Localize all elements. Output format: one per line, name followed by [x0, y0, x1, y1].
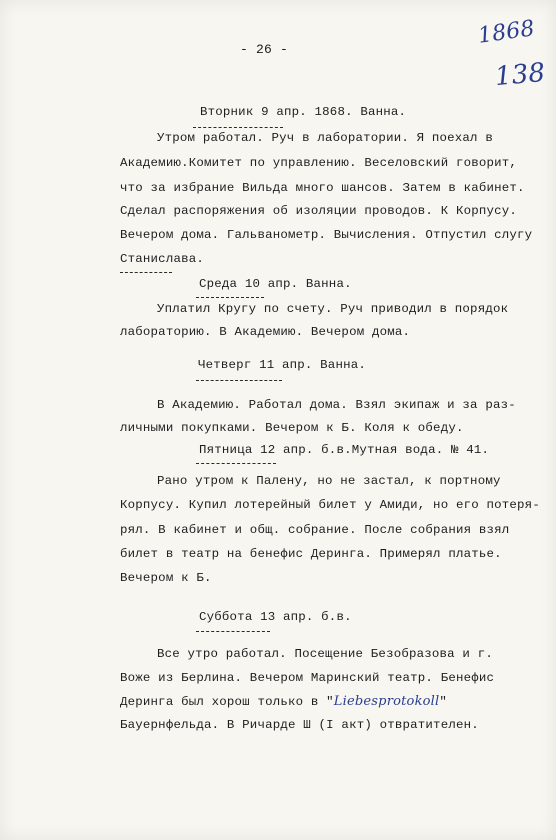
handwritten-title: Liebesprotokoll — [333, 694, 440, 709]
handwritten-sheet-number: 138 — [493, 57, 547, 93]
text-line: Станислава. — [120, 252, 204, 266]
text-line: рял. В кабинет и общ. собрание. После собрания взял — [120, 523, 510, 537]
heading-underline — [196, 631, 270, 632]
page-number: - 26 - — [240, 42, 289, 57]
text-line: В Академию. Работал дома. Взял экипаж и за раз- — [157, 398, 516, 412]
text-line: Все утро работал. Посещение Безобразова и г. — [157, 647, 493, 661]
text-line: Рано утром к Палену, но не застал, к портному — [157, 474, 501, 488]
text-line: Вечером к Б. — [120, 571, 212, 585]
text-line — [120, 694, 447, 709]
text-line: личными покупками. Вечером к Б. Коля к обеду. — [120, 421, 464, 435]
entry-heading-thursday: Четверг 11 апр. Ванна. — [198, 358, 366, 372]
text-line: Воже из Берлина. Вечером Маринский театр. Бенефис — [120, 671, 495, 685]
heading-underline — [196, 297, 264, 298]
heading-underline — [196, 463, 276, 464]
text-line: что за избрание Вильда много шансов. Затем в кабинет. — [120, 181, 525, 195]
entry-heading-saturday: Суббота 13 апр. б.в. — [199, 610, 352, 624]
text-line: Вечером дома. Гальванометр. Вычисления. Отпустил слугу — [120, 228, 533, 242]
text-line: Академию.Комитет по управлению. Веселовский говорит, — [120, 156, 518, 170]
text-line: Корпусу. Купил лотерейный билет у Амиди, но его потеря- — [120, 498, 540, 512]
text-line: Бауернфельда. В Ричарде Ш (I акт) отвратителен. — [120, 718, 479, 732]
entry-heading-wednesday: Среда 10 апр. Ванна. — [199, 277, 352, 291]
text-line: Уплатил Кругу по счету. Руч приводил в порядок — [157, 302, 509, 316]
text-line: Утром работал. Руч в лаборатории. Я поехал в — [157, 131, 493, 145]
entry-heading-tuesday: Вторник 9 апр. 1868. Ванна. — [200, 105, 407, 119]
handwritten-year-annotation: 1868 — [476, 16, 537, 49]
heading-underline — [193, 127, 283, 128]
text-segment: " — [439, 695, 448, 709]
text-segment: Деринга был хорош только в " — [120, 695, 334, 709]
text-underline — [120, 272, 172, 273]
text-line: Сделал распоряжения об изоляции проводов. К Корпусу. — [120, 204, 518, 218]
text-line: лабораторию. В Академию. Вечером дома. — [120, 325, 411, 339]
heading-underline — [196, 380, 282, 381]
entry-heading-friday: Пятница 12 апр. б.в.Мутная вода. № 41. — [199, 443, 490, 457]
text-line: билет в театр на бенефис Деринга. Примерял платье. — [120, 547, 502, 561]
